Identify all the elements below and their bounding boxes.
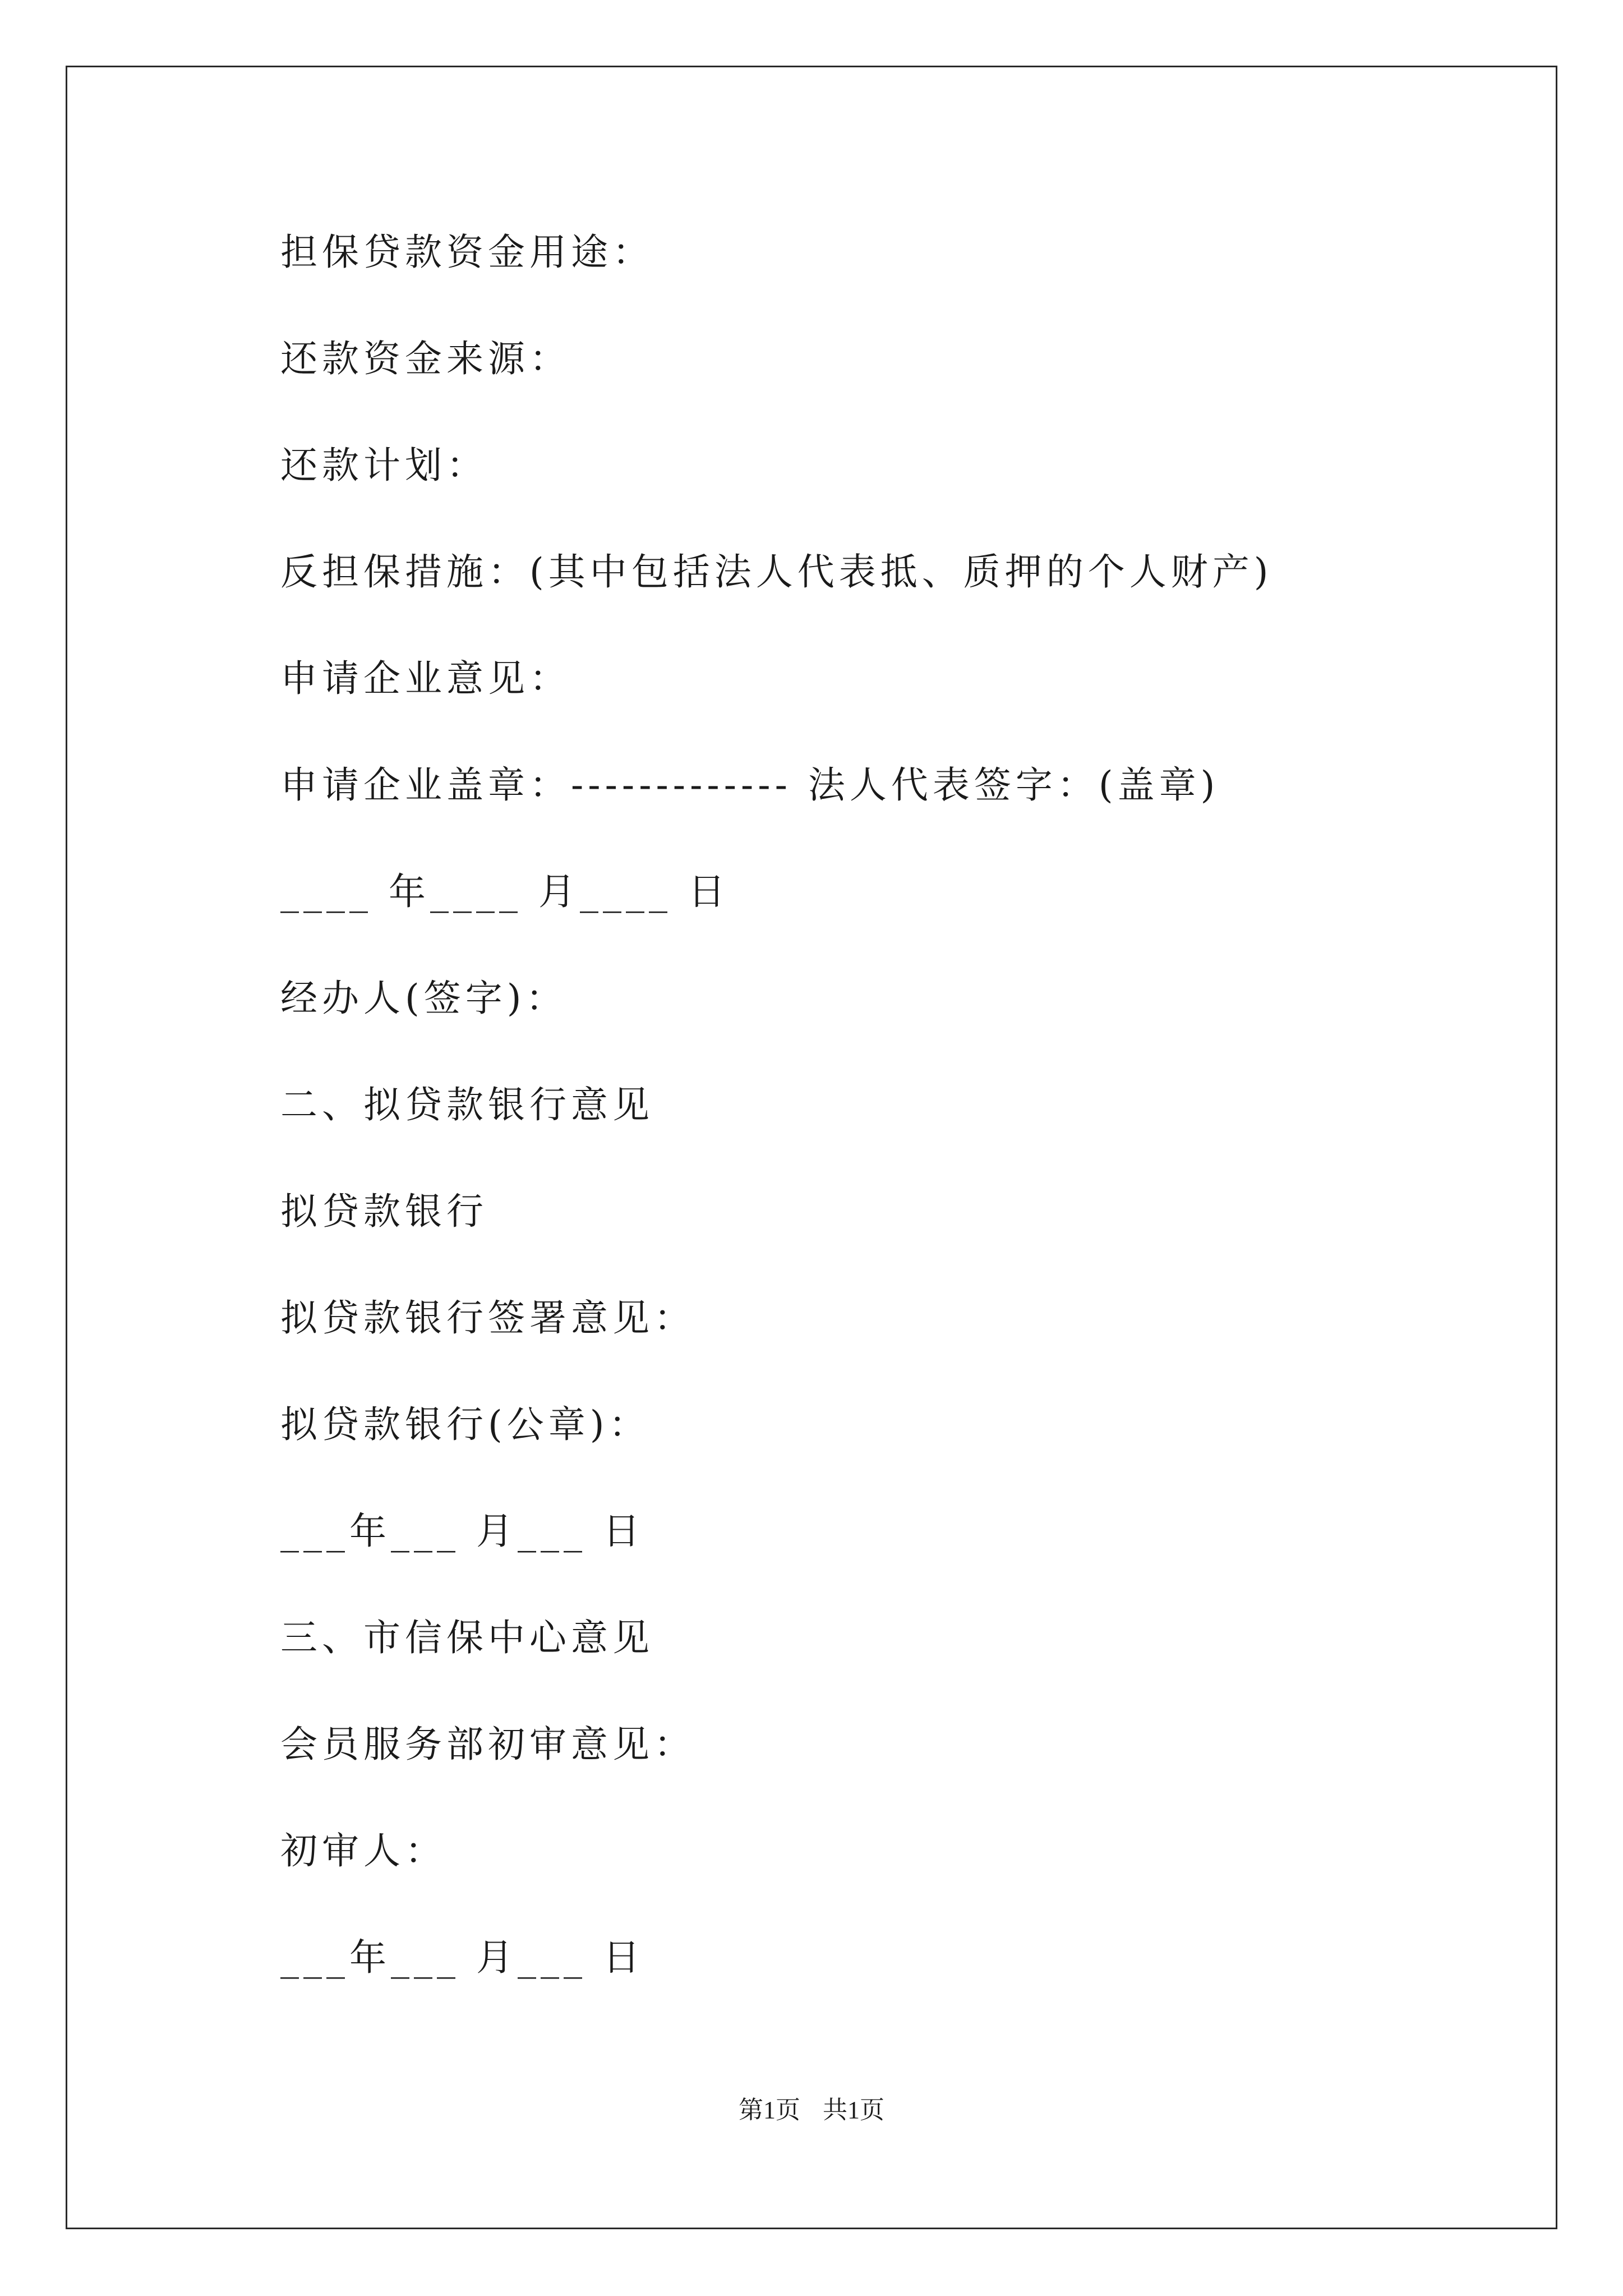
applicant-opinion-label: 申请企业意见： <box>280 657 571 700</box>
section-heading-bank: 二、拟贷款银行意见 <box>280 1083 654 1126</box>
applicant-seal-signature-line: 申请企业盖章：------------- 法人代表签字：(盖章) <box>280 763 1220 807</box>
section-heading-center: 三、市信保中心意见 <box>280 1616 654 1659</box>
bank-opinion-label: 拟贷款银行签署意见： <box>280 1296 695 1340</box>
handler-signature-label: 经办人(签字)： <box>280 977 568 1020</box>
page-number: 第1页 <box>739 2096 800 2124</box>
date-line-reviewer: ___年___ 月___ 日 <box>280 1936 644 1979</box>
repayment-source-label: 还款资金来源： <box>280 337 571 380</box>
repayment-plan-label: 还款计划： <box>280 444 488 487</box>
counter-guarantee-label: 反担保措施：(其中包括法人代表抵、质押的个人财产) <box>280 550 1273 593</box>
date-line-bank: ___年___ 月___ 日 <box>280 1510 644 1553</box>
proposed-bank-label: 拟贷款银行 <box>280 1190 488 1233</box>
loan-purpose-label: 担保贷款资金用途： <box>280 231 654 274</box>
first-reviewer-label: 初审人： <box>280 1829 446 1872</box>
date-line-applicant: ____ 年____ 月____ 日 <box>280 870 730 913</box>
bank-seal-label: 拟贷款银行(公章)： <box>280 1403 651 1446</box>
member-service-opinion-label: 会员服务部初审意见： <box>280 1723 695 1766</box>
page-total: 共1页 <box>823 2096 884 2124</box>
page-footer <box>0 2090 1623 2125</box>
